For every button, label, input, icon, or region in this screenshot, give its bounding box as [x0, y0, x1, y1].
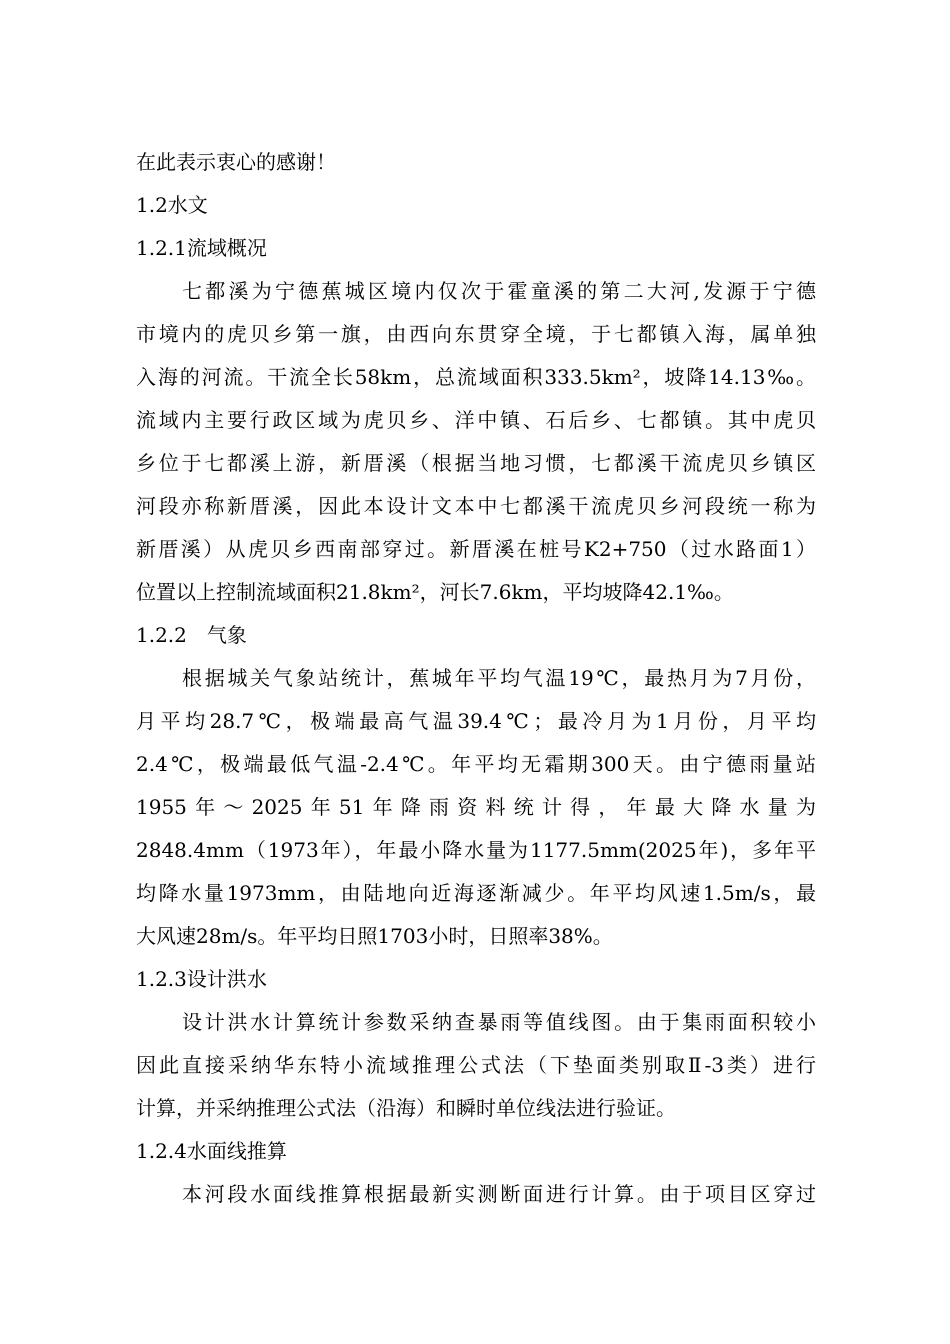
paragraph-line: 1955年～2025年51年降雨资料统计得，年最大降水量为	[136, 795, 816, 819]
paragraph-line: 新厝溪）从虎贝乡西南部穿过。新厝溪在桩号K2+750（过水路面1）	[136, 537, 816, 561]
paragraph-line: 设计洪水计算统计参数采纳查暴雨等值线图。由于集雨面积较小	[182, 1010, 816, 1034]
paragraph-line: 河段亦称新厝溪，因此本设计文本中七都溪干流虎贝乡河段统一称为	[136, 494, 816, 518]
paragraph-line: 均降水量1973mm，由陆地向近海逐渐减少。年平均风速1.5m/s，最	[136, 881, 816, 905]
paragraph-line: 流域内主要行政区域为虎贝乡、洋中镇、石后乡、七都镇。其中虎贝	[136, 408, 816, 432]
paragraph-line: 入海的河流。干流全长58km，总流域面积333.5km²，坡降14.13‰。	[136, 365, 816, 389]
section-heading: 1.2.3设计洪水	[136, 967, 267, 991]
section-heading: 1.2.2 气象	[136, 623, 247, 647]
paragraph-line: 市境内的虎贝乡第一旗，由西向东贯穿全境，于七都镇入海，属单独	[136, 322, 816, 346]
paragraph-line: 乡位于七都溪上游，新厝溪（根据当地习惯，七都溪干流虎贝乡镇区	[136, 451, 816, 475]
paragraph-line: 根据城关气象站统计，蕉城年平均气温19℃，最热月为7月份，	[182, 666, 816, 690]
paragraph-line: 月平均28.7℃，极端最高气温39.4℃；最冷月为1月份，月平均	[136, 709, 816, 733]
paragraph-line: 计算，并采纳推理公式法（沿海）和瞬时单位线法进行验证。	[136, 1096, 676, 1120]
paragraph-line: 本河段水面线推算根据最新实测断面进行计算。由于项目区穿过	[182, 1182, 816, 1206]
paragraph-line: 2848.4mm（1973年），年最小降水量为1177.5mm(2025年)，多年平	[136, 838, 816, 862]
paragraph-line: 位置以上控制流域面积21.8km²，河长7.6km，平均坡降42.1‰。	[136, 580, 734, 604]
section-heading: 1.2.1流域概况	[136, 236, 267, 260]
paragraph-line: 因此直接采纳华东特小流域推理公式法（下垫面类别取Ⅱ-3类）进行	[136, 1053, 816, 1077]
paragraph-line: 大风速28m/s。年平均日照1703小时，日照率38%。	[136, 924, 613, 948]
section-heading: 1.2水文	[136, 193, 208, 217]
paragraph-line: 七都溪为宁德蕉城区境内仅次于霍童溪的第二大河,发源于宁德	[182, 279, 816, 303]
text-line: 在此表示衷心的感谢！	[136, 150, 336, 174]
paragraph-line: 2.4℃，极端最低气温-2.4℃。年平均无霜期300天。由宁德雨量站	[136, 752, 816, 776]
section-heading: 1.2.4水面线推算	[136, 1139, 287, 1163]
